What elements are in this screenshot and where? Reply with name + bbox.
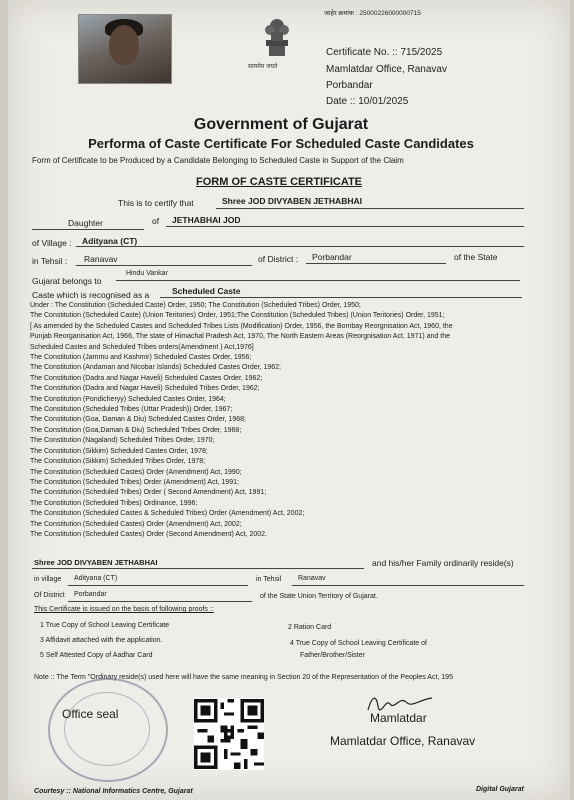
caste-underline — [116, 280, 520, 281]
footer-courtesy: Courtesy :: National Informatics Centre, Gujarat — [34, 788, 193, 795]
parent-name: JETHABHAI JOD — [172, 215, 241, 225]
form-title: FORM OF CASTE CERTIFICATE — [196, 176, 363, 188]
emblem-caption: सत्यमेव जयते — [248, 63, 278, 70]
order-line: The Constitution (Andaman and Nicobar Islands) Scheduled Castes Order, 1962; — [30, 364, 281, 372]
order-line: The Constitution (Scheduled Castes) Order (Second Amendment) Act, 2002. — [30, 530, 267, 538]
order-line: The Constitution (Goa,Daman & Diu) Scheduled Tribes Order, 1968; — [30, 426, 242, 434]
name-underline — [216, 208, 524, 209]
order-line: Punjab Reorganisation Act, 1966, The state of Himachal Pradesh Act, 1970, The North Eastern Areas (Reorgnisation Act, 1971) and the — [30, 333, 450, 341]
res-village-label: in village — [34, 576, 62, 583]
relation: Daughter — [68, 218, 103, 228]
order-line: The Constitution (Scheduled Tribes) Ordinance, 1996; — [30, 499, 198, 507]
order-line: The Constitution (Scheduled Tribes (Uttar Pradesh)) Order, 1967; — [30, 406, 233, 414]
footer-brand: Digital Gujarat — [476, 786, 524, 793]
order-line: The Constitution (Scheduled Castes) Order (Amendment) Act, 1990; — [30, 468, 242, 476]
office-seal-label: Office seal — [62, 707, 119, 721]
gujarat-label: Gujarat belongs to — [32, 276, 102, 286]
proofs-heading: This Certificate is issued on the basis of following proofs :: — [34, 606, 214, 613]
category-value: Scheduled Caste — [172, 286, 241, 296]
applicant-photo — [78, 14, 172, 84]
res-village-underline — [68, 585, 248, 586]
order-line: The Constitution (Scheduled Tribes) Order ( Second Amendment) Act, 1991; — [30, 489, 267, 497]
tehsil-value: Ranavav — [84, 254, 118, 264]
issuing-district: Porbandar — [326, 80, 373, 91]
caste-value: Hindu Vankar — [126, 270, 168, 277]
form-subtitle: Form of Certificate to be Produced by a Candidate Belonging to Scheduled Caste in Support of the Claim — [32, 156, 404, 165]
order-line: The Constitution (Scheduled Castes & Scheduled Tribes) Order (Amendment) Act, 2002; — [30, 510, 305, 518]
village-label: of Village : — [32, 238, 72, 248]
order-line: The Constitution (Scheduled Tribes) Order (Amendment) Act, 1991; — [30, 478, 239, 486]
village-underline — [76, 246, 524, 247]
order-line: Scheduled Castes and Scheduled Tribes orders(Amendment ) Act,1976] — [30, 343, 254, 351]
proof-item-4: 4 True Copy of School Leaving Certificate of — [290, 640, 427, 647]
note-text: Note :: The Term "Ordinary reside(s) used here will have the same meaning in Section 20 of the Representation of the Peoples Act, 195 — [34, 674, 453, 681]
tehsil-label: in Tehsil : — [32, 256, 68, 266]
recognised-label: Caste which is recognised as a — [32, 290, 150, 300]
constitution-orders — [30, 301, 540, 540]
res-district-value: Porbandar — [74, 591, 107, 598]
certificate-date: Date :: 10/01/2025 — [326, 96, 409, 107]
tehsil-underline — [76, 265, 252, 266]
order-line: The Constitution (Scheduled Castes) Order (Amendment) Act, 2002; — [30, 520, 242, 528]
res-territory-text: of the State Union Territory of Gujarat. — [260, 593, 378, 600]
signatory-designation: Mamlatdar — [370, 711, 427, 725]
res-village-value: Adityana (CT) — [74, 575, 118, 582]
district-underline — [306, 263, 446, 264]
relation-underline — [32, 229, 144, 230]
certify-label: This is to certify that — [118, 198, 194, 208]
order-line: The Constitution (Sikkim) Scheduled Castes Order, 1978; — [30, 447, 208, 455]
of-label: of — [152, 216, 160, 226]
performa-title: Performa of Caste Certificate For Scheduled Caste Candidates — [88, 136, 474, 151]
resident-name: Shree JOD DIVYABEN JETHABHAI — [34, 558, 158, 567]
proof-item-1: 1 True Copy of School Leaving Certificate — [40, 622, 170, 629]
order-line: The Constitution (Jammu and Kashmir) Scheduled Castes Order, 1956; — [30, 354, 252, 362]
district-label: of District : — [258, 254, 299, 264]
order-line: The Constitution (Scheduled Caste) (Union Teritories) Order, 1951;The Constitution (Scheduled Tribes) (Union Teritories) Order, 1951; — [30, 312, 445, 320]
category-underline — [160, 297, 522, 298]
order-line: The Constitution (Goa, Daman & Diu) Scheduled Castes Order, 1968; — [30, 416, 246, 424]
proof-item-3: 3 Affidavit attached with the application. — [40, 637, 163, 644]
national-emblem-icon — [262, 10, 292, 62]
village-value: Adityana (CT) — [82, 236, 138, 246]
order-line: The Constitution (Sikkim) Scheduled Tribes Order, 1978; — [30, 458, 206, 466]
applicant-name: Shree JOD DIVYABEN JETHABHAI — [222, 196, 362, 206]
res-district-underline — [68, 601, 252, 602]
office-seal-stamp — [48, 678, 168, 782]
res-tehsil-label: in Tehsil — [256, 576, 282, 583]
resident-name-underline — [32, 568, 364, 569]
order-line: The Constitution (Nagaland) Scheduled Tribes Order, 1970; — [30, 437, 215, 445]
signatory-office: Mamlatdar Office, Ranavav — [330, 734, 476, 748]
order-line: The Constitution (Dadra and Nagar Haveli) Scheduled Tribes Order, 1962; — [30, 385, 260, 393]
proof-item-4-cont: Father/Brother/Sister — [300, 652, 365, 659]
res-tehsil-underline — [292, 585, 524, 586]
state-label: of the State — [454, 252, 498, 262]
family-text: and his/her Family ordinarily reside(s) — [372, 558, 514, 568]
res-district-label: Of District — [34, 592, 65, 599]
page-title: Government of Gujarat — [193, 116, 369, 133]
parent-underline — [166, 226, 524, 227]
seal-inner-ring — [64, 692, 150, 766]
proof-item-5: 5 Self Attested Copy of Aadhar Card — [40, 652, 153, 659]
proof-item-2: 2 Ration Card — [288, 624, 332, 631]
order-line: [ As amended by the Scheduled Castes and Scheduled Tribes Lists (Modification) Order, 1956, the Bombay Reorgnisation Act, 1960, the — [30, 322, 453, 330]
qr-code — [194, 698, 264, 770]
order-line: The Constitution (Dadra and Nagar Haveli) Scheduled Castes Order, 1962; — [30, 374, 263, 382]
barcode-id: जाहेर क्रमांक : 25000226000000715 — [324, 10, 421, 17]
order-line: Under : The Constitution (Scheduled Caste) Order, 1950; The Constitution (Scheduled Tribes) Order, 1950; — [30, 302, 361, 309]
issuing-office: Mamlatdar Office, Ranavav — [326, 64, 447, 75]
district-value: Porbandar — [312, 252, 352, 262]
photo-face — [109, 25, 139, 65]
order-line: The Constitution (Pondicheryy) Scheduled Castes Order, 1964; — [30, 395, 226, 403]
certificate-number: Certificate No. :: 715/2025 — [326, 47, 443, 58]
res-tehsil-value: Ranavav — [298, 575, 326, 582]
